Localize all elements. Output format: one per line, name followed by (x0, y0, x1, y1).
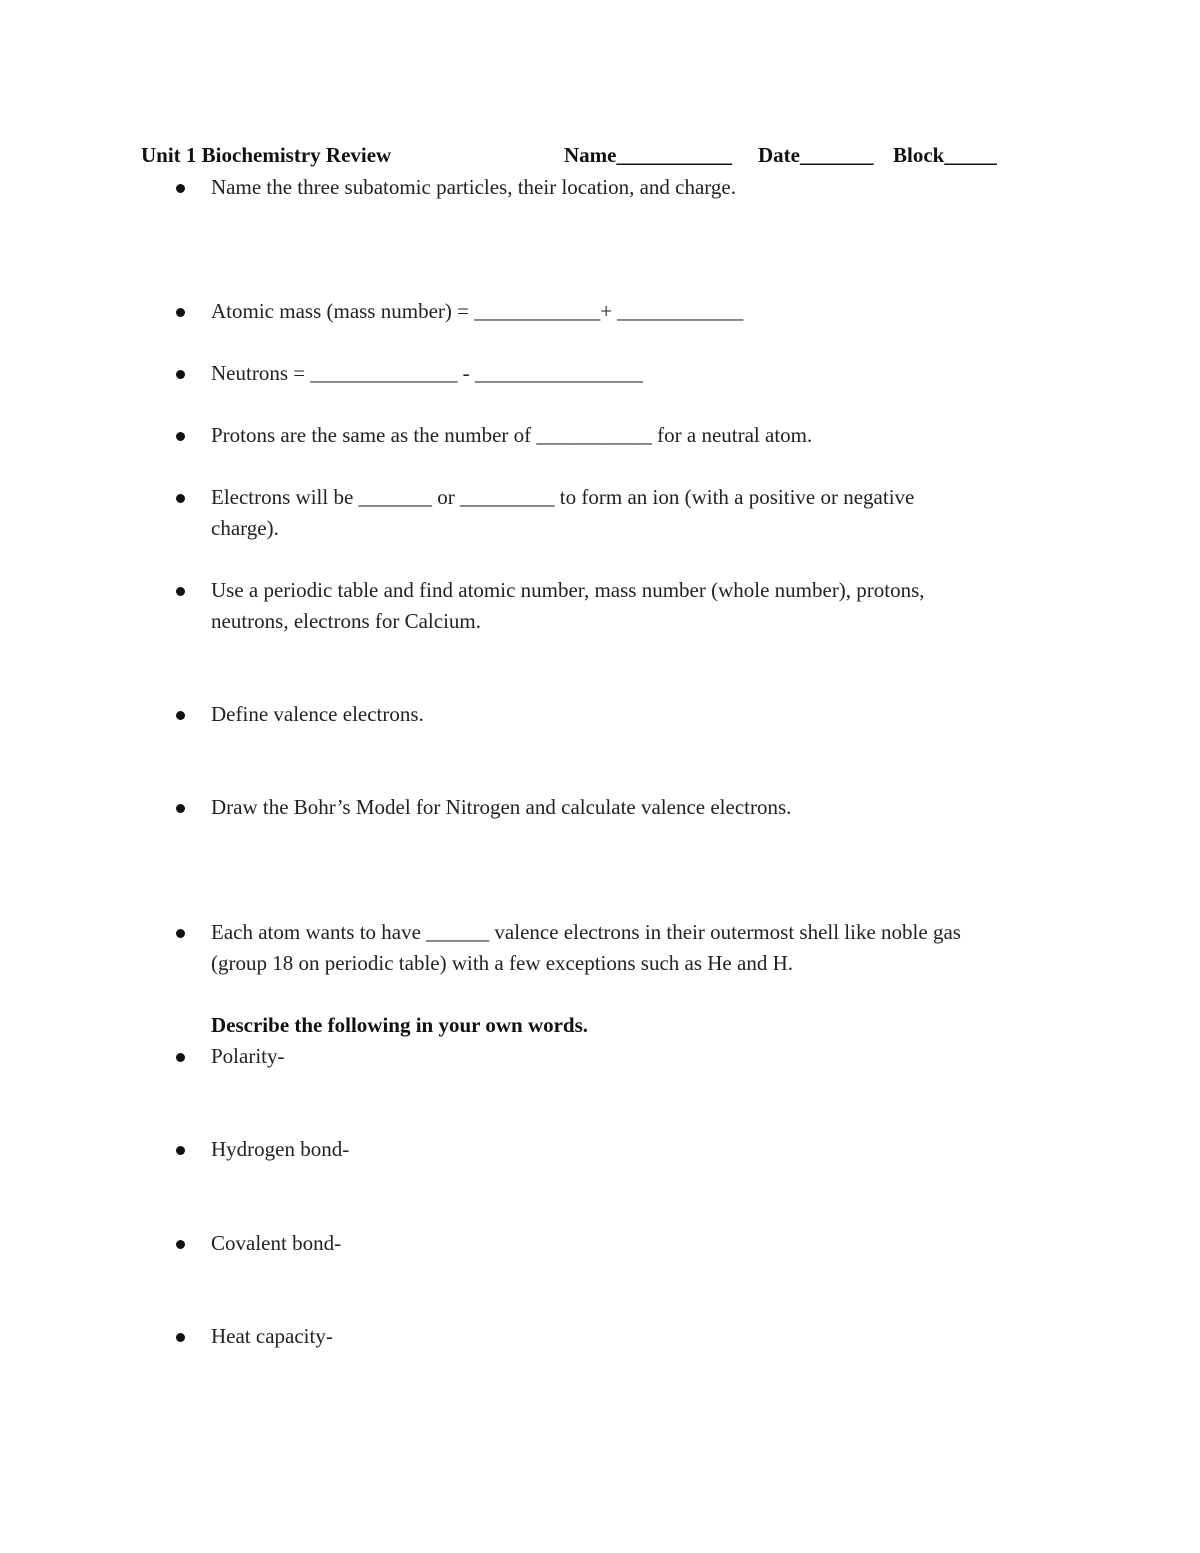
name-field: Name___________ (564, 143, 732, 167)
question-octet-line-2: (group 18 on periodic table) with a few exceptions such as He and H. (211, 951, 793, 975)
bullet-icon (176, 804, 185, 813)
question-electrons-line-2: charge). (211, 516, 279, 540)
bullet-icon (176, 494, 185, 503)
term-heat-capacity: Heat capacity- (211, 1324, 333, 1348)
term-hydrogen-bond: Hydrogen bond- (211, 1137, 350, 1161)
question-periodic-table-line-1: Use a periodic table and find atomic number, mass number (whole number), protons, (211, 578, 925, 602)
question-octet-line-1: Each atom wants to have ______ valence electrons in their outermost shell like noble gas (211, 920, 961, 944)
bullet-icon (176, 929, 185, 938)
bullet-icon (176, 370, 185, 379)
question-valence-electrons: Define valence electrons. (211, 702, 424, 726)
question-subatomic-particles: Name the three subatomic particles, their location, and charge. (211, 175, 736, 199)
describe-heading: Describe the following in your own words. (211, 1013, 589, 1037)
question-neutrons: Neutrons = ______________ - ________________ (211, 361, 643, 385)
question-atomic-mass: Atomic mass (mass number) = ____________+ ____________ (211, 299, 744, 323)
question-protons: Protons are the same as the number of ___________ for a neutral atom. (211, 423, 813, 447)
bullet-icon (176, 432, 185, 441)
bullet-icon (176, 711, 185, 720)
block-field: Block_____ (893, 143, 997, 167)
worksheet-title: Unit 1 Biochemistry Review (141, 143, 392, 167)
question-bohr-model: Draw the Bohr’s Model for Nitrogen and calculate valence electrons. (211, 795, 792, 819)
date-field: Date_______ (758, 143, 874, 167)
question-periodic-table-line-2: neutrons, electrons for Calcium. (211, 609, 482, 633)
bullet-icon (176, 308, 185, 317)
bullet-icon (176, 1333, 185, 1342)
term-polarity: Polarity- (211, 1044, 285, 1068)
bullet-icon (176, 1146, 185, 1155)
bullet-icon (176, 1053, 185, 1062)
bullet-icon (176, 587, 185, 596)
worksheet-header (141, 143, 1041, 171)
bullet-icon (176, 184, 185, 193)
bullet-icon (176, 1240, 185, 1249)
question-electrons-line-1: Electrons will be _______ or _________ to form an ion (with a positive or negative (211, 485, 915, 509)
term-covalent-bond: Covalent bond- (211, 1231, 342, 1255)
